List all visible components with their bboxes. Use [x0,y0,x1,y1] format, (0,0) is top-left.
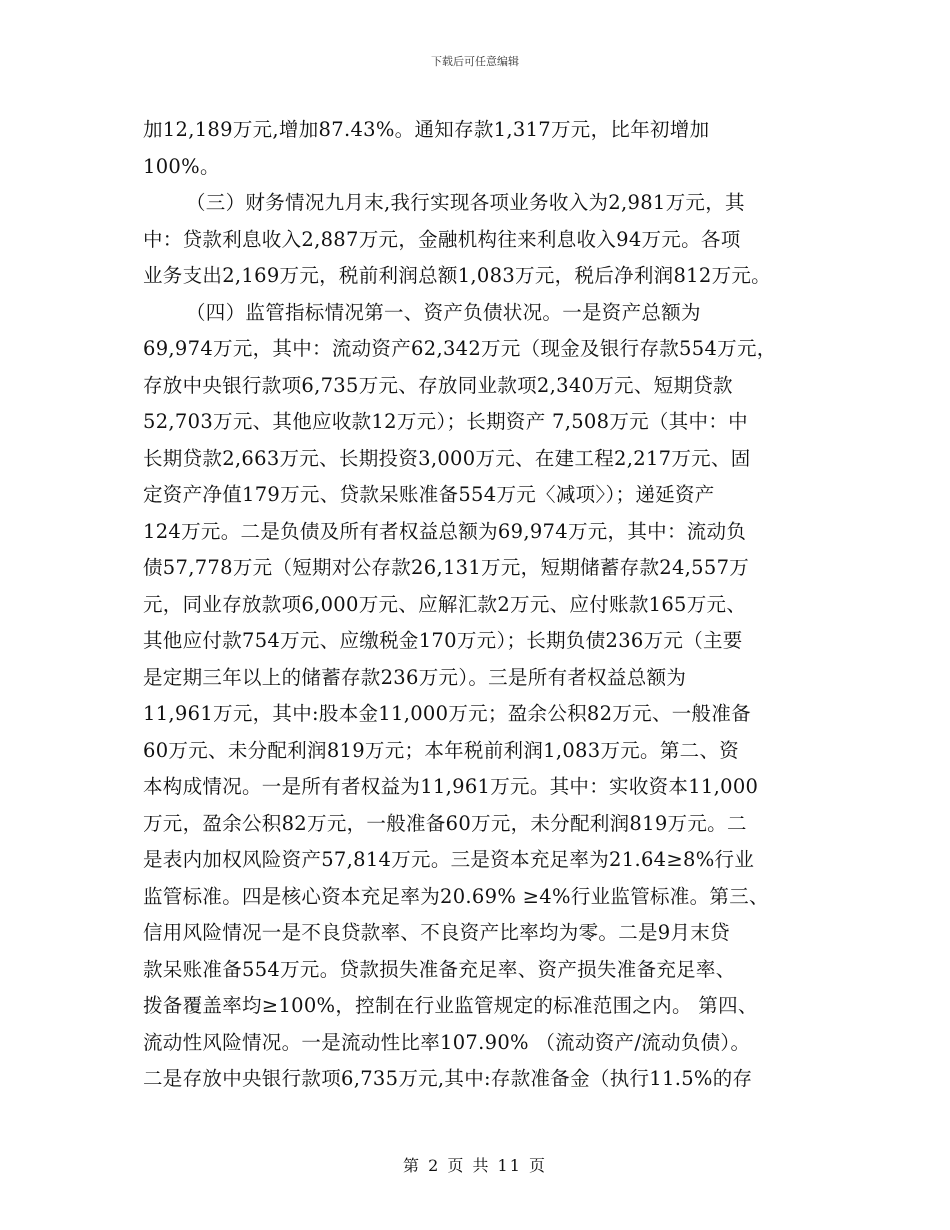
text-line: 69,974万元，其中：流动资产62,342万元（现金及银行存款554万元， [143,337,777,360]
paragraph-start-line: （四）监管指标情况第一、资产负债状况。一是资产总额为 [186,300,701,324]
page-number: 第 2 页 共 11 页 [403,1156,547,1175]
text-line: 债57,778万元（短期对公存款26,131万元，短期储蓄存款24,557万 [143,556,750,579]
body-text [143,112,823,1098]
text-line: 信用风险情况一是不良贷款率、不良资产比率均为零。二是9月末贷 [143,921,730,944]
text-line: 定资产净值179万元、贷款呆账准备554万元〈减项〉）；递延资产 [143,483,715,506]
text-line: 业务支出2,169万元，税前利润总额1,083万元，税后净利润812万元。 [143,264,771,287]
text-line: 长期贷款2,663万元、长期投资3,000万元、在建工程2,217万元、固 [143,446,751,470]
text-line: 本构成情况。一是所有者权益为11,961万元。其中：实收资本11,000 [143,775,759,798]
text-line: 二是存放中央银行款项6,735万元,其中:存款准备金（执行11.5%的存 [143,1067,753,1090]
text-line: 其他应付款754万元、应缴税金170万元）；长期负债236万元（主要 [143,629,743,652]
text-line: 流动性风险情况。一是流动性比率107.90% （流动资产/流动负债）。 [143,1030,751,1054]
text-line: 11,961万元，其中:股本金11,000万元；盈余公积82万元、一般准备 [143,702,751,725]
text-line: 拨备覆盖率均≥100%，控制在行业监管规定的标准范围之内。 第四、 [143,994,758,1017]
text-line: 是表内加权风险资产57,814万元。三是资本充足率为21.64≥8%行业 [143,848,755,871]
text-line: 元，同业存放款项6,000万元、应解汇款2万元、应付账款165万元、 [143,592,747,616]
text-line: 124万元。二是负债及所有者权益总额为69,974万元，其中：流动负 [143,519,747,543]
text-line: 款呆账准备554万元。贷款损失准备充足率、资产损失准备充足率、 [143,957,736,981]
text-line: 存放中央银行款项6,735万元、存放同业款项2,340万元、短期贷款 [143,373,733,397]
text-line: 60万元、未分配利润819万元；本年税前利润1,083万元。第二、资 [143,738,740,762]
text-line: 监管标准。四是核心资本充足率为20.69% ≥4%行业监管标准。第三、 [143,884,769,908]
text-line: 52,703万元、其他应收款12万元）；长期资产 7,508万元（其中：中 [143,410,748,433]
text-line: 中：贷款利息收入2,887万元，金融机构往来利息收入94万元。各项 [143,227,741,251]
text-line: 100%。 [143,154,220,178]
text-line: 万元，盈余公积82万元，一般准备60万元，未分配利润819万元。二 [143,811,747,835]
text-line: 是定期三年以上的储蓄存款236万元）。三是所有者权益总额为 [143,665,687,689]
paragraph-start-line: （三）财务情况九月末,我行实现各项业务收入为2,981万元，其 [186,191,745,214]
text-line: 加12,189万元,增加87.43%。通知存款1,317万元，比年初增加 [143,118,710,141]
header-note: 下载后可任意编辑 [431,55,519,68]
